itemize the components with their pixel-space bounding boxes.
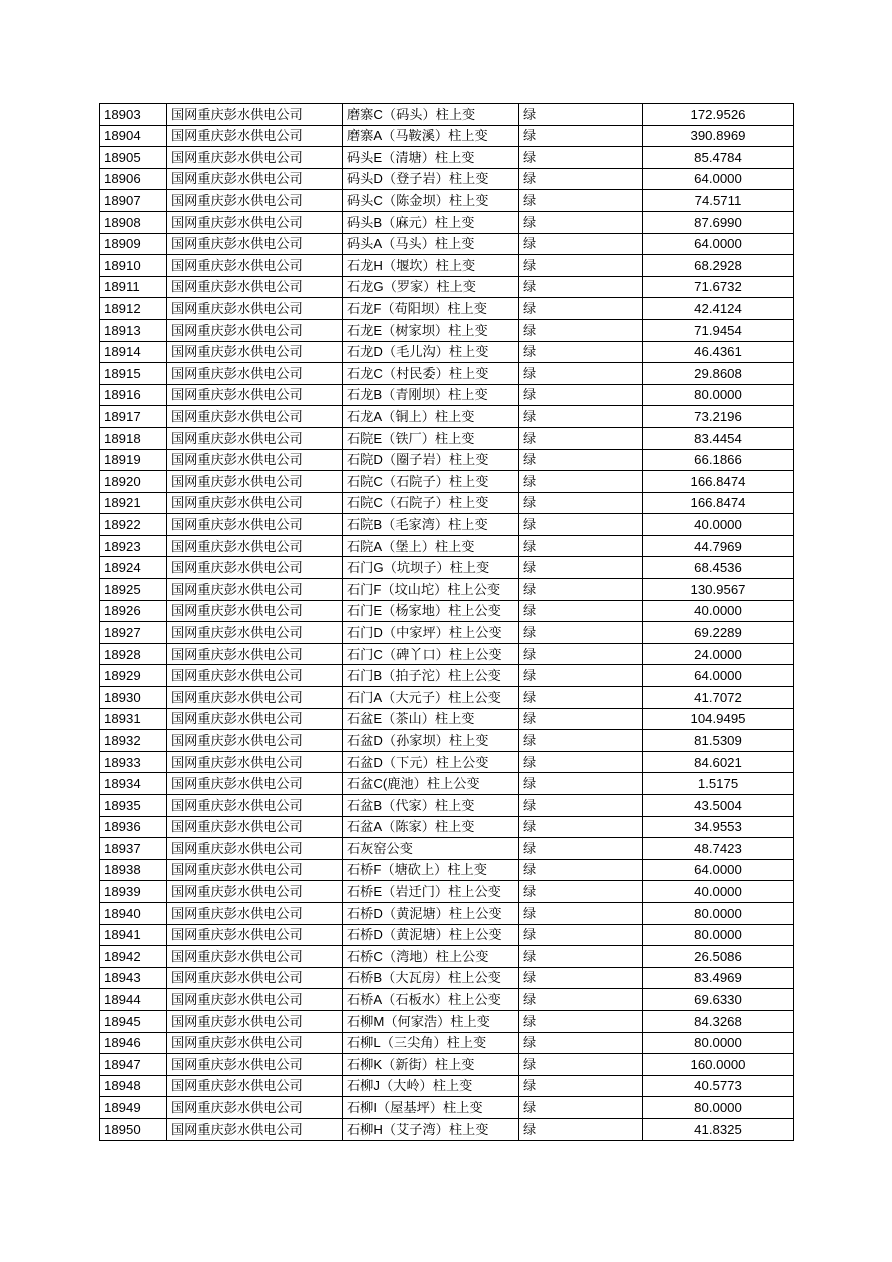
table-cell-device_name: 石灰窑公变 — [343, 838, 519, 860]
table-cell-device_name: 石龙D（毛儿沟）柱上变 — [343, 341, 519, 363]
table-cell-organization: 国网重庆彭水供电公司 — [167, 190, 343, 212]
table-cell-organization: 国网重庆彭水供电公司 — [167, 125, 343, 147]
table-cell-value: 24.0000 — [643, 643, 794, 665]
table-cell-organization: 国网重庆彭水供电公司 — [167, 427, 343, 449]
table-cell-id: 18909 — [100, 233, 167, 255]
table-cell-value: 80.0000 — [643, 384, 794, 406]
table-row — [100, 406, 794, 428]
table-row — [100, 838, 794, 860]
table-row — [100, 1118, 794, 1140]
table-cell-status_color: 绿 — [519, 643, 643, 665]
table-cell-status_color: 绿 — [519, 1054, 643, 1076]
table-cell-device_name: 石门E（杨家地）柱上公变 — [343, 600, 519, 622]
table-cell-status_color: 绿 — [519, 708, 643, 730]
table-cell-organization: 国网重庆彭水供电公司 — [167, 730, 343, 752]
table-cell-status_color: 绿 — [519, 1075, 643, 1097]
table-cell-status_color: 绿 — [519, 816, 643, 838]
table-cell-id: 18905 — [100, 147, 167, 169]
table-cell-status_color: 绿 — [519, 255, 643, 277]
table-cell-status_color: 绿 — [519, 449, 643, 471]
table-cell-value: 85.4784 — [643, 147, 794, 169]
table-cell-organization: 国网重庆彭水供电公司 — [167, 924, 343, 946]
table-cell-id: 18908 — [100, 211, 167, 233]
table-cell-id: 18944 — [100, 989, 167, 1011]
table-row — [100, 1054, 794, 1076]
table-row — [100, 471, 794, 493]
table-cell-device_name: 码头C（陈金坝）柱上变 — [343, 190, 519, 212]
table-row — [100, 341, 794, 363]
table-cell-status_color: 绿 — [519, 514, 643, 536]
table-cell-device_name: 石龙H（堰坎）柱上变 — [343, 255, 519, 277]
table-cell-id: 18927 — [100, 622, 167, 644]
table-cell-id: 18913 — [100, 319, 167, 341]
table-cell-device_name: 石桥C（湾地）柱上公变 — [343, 946, 519, 968]
table-cell-organization: 国网重庆彭水供电公司 — [167, 557, 343, 579]
table-cell-id: 18938 — [100, 859, 167, 881]
table-cell-organization: 国网重庆彭水供电公司 — [167, 341, 343, 363]
table-cell-id: 18904 — [100, 125, 167, 147]
table-cell-id: 18933 — [100, 751, 167, 773]
table-cell-status_color: 绿 — [519, 233, 643, 255]
table-cell-status_color: 绿 — [519, 600, 643, 622]
table-cell-id: 18943 — [100, 967, 167, 989]
table-cell-organization: 国网重庆彭水供电公司 — [167, 492, 343, 514]
table-cell-device_name: 石盆B（代家）柱上变 — [343, 795, 519, 817]
table-cell-device_name: 石院C（石院子）柱上变 — [343, 471, 519, 493]
table-cell-status_color: 绿 — [519, 1010, 643, 1032]
table-cell-id: 18923 — [100, 535, 167, 557]
table-row — [100, 622, 794, 644]
table-cell-device_name: 石盆C(鹿池）柱上公变 — [343, 773, 519, 795]
table-row — [100, 946, 794, 968]
table-cell-status_color: 绿 — [519, 276, 643, 298]
table-row — [100, 1075, 794, 1097]
table-cell-device_name: 石盆D（下元）柱上公变 — [343, 751, 519, 773]
table-cell-value: 40.0000 — [643, 514, 794, 536]
table-cell-organization: 国网重庆彭水供电公司 — [167, 795, 343, 817]
table-cell-id: 18910 — [100, 255, 167, 277]
table-cell-value: 41.7072 — [643, 687, 794, 709]
table-row — [100, 795, 794, 817]
table-cell-value: 80.0000 — [643, 902, 794, 924]
table-cell-organization: 国网重庆彭水供电公司 — [167, 535, 343, 557]
table-cell-organization: 国网重庆彭水供电公司 — [167, 989, 343, 1011]
table-row — [100, 881, 794, 903]
table-cell-device_name: 石盆E（茶山）柱上变 — [343, 708, 519, 730]
table-cell-status_color: 绿 — [519, 147, 643, 169]
table-row — [100, 363, 794, 385]
table-row — [100, 1032, 794, 1054]
table-row — [100, 514, 794, 536]
table-cell-device_name: 石桥D（黄泥塘）柱上公变 — [343, 924, 519, 946]
table-row — [100, 643, 794, 665]
table-cell-id: 18950 — [100, 1118, 167, 1140]
table-cell-device_name: 码头D（登子岩）柱上变 — [343, 168, 519, 190]
table-cell-value: 64.0000 — [643, 859, 794, 881]
table-cell-organization: 国网重庆彭水供电公司 — [167, 1075, 343, 1097]
table-cell-organization: 国网重庆彭水供电公司 — [167, 384, 343, 406]
table-cell-value: 43.5004 — [643, 795, 794, 817]
table-row — [100, 1097, 794, 1119]
table-cell-status_color: 绿 — [519, 298, 643, 320]
table-cell-id: 18942 — [100, 946, 167, 968]
table-cell-organization: 国网重庆彭水供电公司 — [167, 859, 343, 881]
table-cell-device_name: 石柳I（屋基坪）柱上变 — [343, 1097, 519, 1119]
table-row — [100, 535, 794, 557]
table-cell-value: 74.5711 — [643, 190, 794, 212]
table-cell-status_color: 绿 — [519, 535, 643, 557]
table-cell-device_name: 石龙A（铜上）柱上变 — [343, 406, 519, 428]
table-cell-id: 18939 — [100, 881, 167, 903]
table-row — [100, 816, 794, 838]
table-cell-id: 18918 — [100, 427, 167, 449]
table-cell-value: 80.0000 — [643, 1032, 794, 1054]
table-cell-value: 84.6021 — [643, 751, 794, 773]
table-cell-organization: 国网重庆彭水供电公司 — [167, 600, 343, 622]
table-cell-status_color: 绿 — [519, 751, 643, 773]
table-row — [100, 255, 794, 277]
table-cell-organization: 国网重庆彭水供电公司 — [167, 902, 343, 924]
table-cell-status_color: 绿 — [519, 859, 643, 881]
table-cell-status_color: 绿 — [519, 1097, 643, 1119]
table-cell-value: 166.8474 — [643, 471, 794, 493]
table-cell-organization: 国网重庆彭水供电公司 — [167, 751, 343, 773]
table-cell-status_color: 绿 — [519, 924, 643, 946]
table-cell-organization: 国网重庆彭水供电公司 — [167, 687, 343, 709]
table-cell-id: 18929 — [100, 665, 167, 687]
table-cell-id: 18925 — [100, 579, 167, 601]
table-cell-organization: 国网重庆彭水供电公司 — [167, 298, 343, 320]
table-cell-device_name: 石桥A（石板水）柱上公变 — [343, 989, 519, 1011]
table-row — [100, 168, 794, 190]
table-cell-organization: 国网重庆彭水供电公司 — [167, 211, 343, 233]
table-cell-organization: 国网重庆彭水供电公司 — [167, 881, 343, 903]
table-cell-organization: 国网重庆彭水供电公司 — [167, 665, 343, 687]
table-row — [100, 708, 794, 730]
table-row — [100, 190, 794, 212]
table-cell-status_color: 绿 — [519, 557, 643, 579]
table-cell-device_name: 磨寨C（码头）柱上变 — [343, 104, 519, 126]
table-cell-device_name: 石门A（大元子）柱上公变 — [343, 687, 519, 709]
table-cell-value: 80.0000 — [643, 1097, 794, 1119]
table-row — [100, 600, 794, 622]
table-cell-device_name: 石院D（圈子岩）柱上变 — [343, 449, 519, 471]
table-cell-status_color: 绿 — [519, 104, 643, 126]
table-cell-device_name: 石柳L（三尖角）柱上变 — [343, 1032, 519, 1054]
table-row — [100, 924, 794, 946]
table-cell-value: 41.8325 — [643, 1118, 794, 1140]
table-cell-device_name: 石门B（拍子沱）柱上公变 — [343, 665, 519, 687]
table-row — [100, 687, 794, 709]
table-cell-value: 42.4124 — [643, 298, 794, 320]
table-row — [100, 967, 794, 989]
table-row — [100, 902, 794, 924]
table-cell-device_name: 石龙B（青刚坝）柱上变 — [343, 384, 519, 406]
table-cell-id: 18919 — [100, 449, 167, 471]
table-cell-status_color: 绿 — [519, 190, 643, 212]
table-cell-device_name: 石桥B（大瓦房）柱上公变 — [343, 967, 519, 989]
table-cell-value: 48.7423 — [643, 838, 794, 860]
table-row — [100, 384, 794, 406]
table-cell-id: 18911 — [100, 276, 167, 298]
table-cell-status_color: 绿 — [519, 384, 643, 406]
table-cell-status_color: 绿 — [519, 471, 643, 493]
table-cell-device_name: 石桥F（塘砍上）柱上变 — [343, 859, 519, 881]
table-cell-organization: 国网重庆彭水供电公司 — [167, 363, 343, 385]
table-row — [100, 125, 794, 147]
table-cell-id: 18920 — [100, 471, 167, 493]
table-cell-organization: 国网重庆彭水供电公司 — [167, 816, 343, 838]
table-cell-value: 68.2928 — [643, 255, 794, 277]
table-cell-organization: 国网重庆彭水供电公司 — [167, 967, 343, 989]
table-cell-status_color: 绿 — [519, 730, 643, 752]
table-row — [100, 730, 794, 752]
table-cell-value: 166.8474 — [643, 492, 794, 514]
table-cell-organization: 国网重庆彭水供电公司 — [167, 449, 343, 471]
table-cell-status_color: 绿 — [519, 168, 643, 190]
table-cell-id: 18928 — [100, 643, 167, 665]
table-row — [100, 211, 794, 233]
table-cell-value: 83.4969 — [643, 967, 794, 989]
table-cell-status_color: 绿 — [519, 902, 643, 924]
table-cell-organization: 国网重庆彭水供电公司 — [167, 1118, 343, 1140]
table-cell-organization: 国网重庆彭水供电公司 — [167, 773, 343, 795]
table-cell-value: 66.1866 — [643, 449, 794, 471]
table-cell-status_color: 绿 — [519, 319, 643, 341]
table-cell-organization: 国网重庆彭水供电公司 — [167, 1097, 343, 1119]
table-cell-status_color: 绿 — [519, 579, 643, 601]
transformer-data-table — [99, 103, 794, 1141]
table-row — [100, 859, 794, 881]
table-cell-device_name: 石门D（中家坪）柱上公变 — [343, 622, 519, 644]
table-cell-value: 71.9454 — [643, 319, 794, 341]
table-cell-id: 18921 — [100, 492, 167, 514]
table-row — [100, 1010, 794, 1032]
table-row — [100, 579, 794, 601]
table-row — [100, 989, 794, 1011]
table-cell-status_color: 绿 — [519, 773, 643, 795]
table-cell-id: 18941 — [100, 924, 167, 946]
table-cell-id: 18916 — [100, 384, 167, 406]
table-cell-device_name: 石门F（坟山坨）柱上公变 — [343, 579, 519, 601]
table-cell-device_name: 磨寨A（马鞍溪）柱上变 — [343, 125, 519, 147]
table-cell-status_color: 绿 — [519, 687, 643, 709]
table-cell-id: 18903 — [100, 104, 167, 126]
table-cell-organization: 国网重庆彭水供电公司 — [167, 643, 343, 665]
table-cell-organization: 国网重庆彭水供电公司 — [167, 514, 343, 536]
table-row — [100, 557, 794, 579]
table-cell-device_name: 石院C（石院子）柱上变 — [343, 492, 519, 514]
table-cell-id: 18924 — [100, 557, 167, 579]
table-cell-value: 26.5086 — [643, 946, 794, 968]
table-cell-id: 18940 — [100, 902, 167, 924]
table-cell-organization: 国网重庆彭水供电公司 — [167, 276, 343, 298]
table-row — [100, 276, 794, 298]
table-cell-value: 81.5309 — [643, 730, 794, 752]
table-cell-status_color: 绿 — [519, 492, 643, 514]
table-cell-value: 390.8969 — [643, 125, 794, 147]
table-cell-device_name: 石龙G（罗家）柱上变 — [343, 276, 519, 298]
table-row — [100, 319, 794, 341]
table-cell-status_color: 绿 — [519, 125, 643, 147]
table-row — [100, 233, 794, 255]
table-cell-id: 18945 — [100, 1010, 167, 1032]
table-cell-organization: 国网重庆彭水供电公司 — [167, 319, 343, 341]
table-cell-status_color: 绿 — [519, 795, 643, 817]
table-cell-device_name: 码头B（麻元）柱上变 — [343, 211, 519, 233]
table-cell-value: 73.2196 — [643, 406, 794, 428]
table-cell-id: 18931 — [100, 708, 167, 730]
table-cell-device_name: 石柳M（何家浩）柱上变 — [343, 1010, 519, 1032]
table-cell-value: 34.9553 — [643, 816, 794, 838]
table-cell-value: 71.6732 — [643, 276, 794, 298]
table-cell-device_name: 石院E（铁厂）柱上变 — [343, 427, 519, 449]
table-cell-organization: 国网重庆彭水供电公司 — [167, 579, 343, 601]
table-cell-value: 84.3268 — [643, 1010, 794, 1032]
table-cell-id: 18914 — [100, 341, 167, 363]
table-cell-value: 40.0000 — [643, 600, 794, 622]
table-cell-id: 18922 — [100, 514, 167, 536]
table-cell-id: 18949 — [100, 1097, 167, 1119]
table-cell-value: 64.0000 — [643, 233, 794, 255]
table-cell-status_color: 绿 — [519, 881, 643, 903]
table-cell-id: 18937 — [100, 838, 167, 860]
table-cell-id: 18907 — [100, 190, 167, 212]
table-cell-device_name: 石柳K（新街）柱上变 — [343, 1054, 519, 1076]
table-cell-organization: 国网重庆彭水供电公司 — [167, 147, 343, 169]
table-row — [100, 449, 794, 471]
table-cell-device_name: 石龙F（苟阳坝）柱上变 — [343, 298, 519, 320]
table-cell-device_name: 石龙C（村民委）柱上变 — [343, 363, 519, 385]
table-cell-value: 160.0000 — [643, 1054, 794, 1076]
table-cell-status_color: 绿 — [519, 838, 643, 860]
table-cell-id: 18915 — [100, 363, 167, 385]
table-cell-value: 1.5175 — [643, 773, 794, 795]
table-container — [99, 103, 793, 1141]
table-cell-device_name: 石桥D（黄泥塘）柱上公变 — [343, 902, 519, 924]
table-cell-value: 29.8608 — [643, 363, 794, 385]
table-cell-id: 18917 — [100, 406, 167, 428]
table-cell-organization: 国网重庆彭水供电公司 — [167, 946, 343, 968]
table-cell-value: 69.2289 — [643, 622, 794, 644]
table-row — [100, 104, 794, 126]
table-cell-organization: 国网重庆彭水供电公司 — [167, 1032, 343, 1054]
table-cell-device_name: 石盆A（陈家）柱上变 — [343, 816, 519, 838]
table-cell-organization: 国网重庆彭水供电公司 — [167, 622, 343, 644]
table-cell-device_name: 石柳H（艾子湾）柱上变 — [343, 1118, 519, 1140]
table-cell-organization: 国网重庆彭水供电公司 — [167, 1010, 343, 1032]
table-cell-status_color: 绿 — [519, 946, 643, 968]
table-cell-id: 18912 — [100, 298, 167, 320]
table-cell-value: 64.0000 — [643, 168, 794, 190]
table-cell-id: 18935 — [100, 795, 167, 817]
table-cell-value: 64.0000 — [643, 665, 794, 687]
table-row — [100, 492, 794, 514]
table-row — [100, 427, 794, 449]
table-cell-status_color: 绿 — [519, 363, 643, 385]
table-cell-value: 83.4454 — [643, 427, 794, 449]
table-cell-id: 18926 — [100, 600, 167, 622]
table-cell-organization: 国网重庆彭水供电公司 — [167, 255, 343, 277]
table-cell-organization: 国网重庆彭水供电公司 — [167, 406, 343, 428]
table-cell-value: 40.5773 — [643, 1075, 794, 1097]
table-cell-status_color: 绿 — [519, 1032, 643, 1054]
table-cell-status_color: 绿 — [519, 427, 643, 449]
table-cell-value: 80.0000 — [643, 924, 794, 946]
table-cell-device_name: 石柳J（大岭）柱上变 — [343, 1075, 519, 1097]
table-cell-device_name: 石门C（碑丫口）柱上公变 — [343, 643, 519, 665]
table-cell-device_name: 石院A（堡上）柱上变 — [343, 535, 519, 557]
table-cell-value: 104.9495 — [643, 708, 794, 730]
table-cell-value: 44.7969 — [643, 535, 794, 557]
table-row — [100, 751, 794, 773]
table-cell-device_name: 石桥E（岩迁门）柱上公变 — [343, 881, 519, 903]
table-cell-id: 18906 — [100, 168, 167, 190]
table-cell-status_color: 绿 — [519, 1118, 643, 1140]
table-cell-status_color: 绿 — [519, 989, 643, 1011]
table-cell-device_name: 石龙E（树家坝）柱上变 — [343, 319, 519, 341]
table-cell-status_color: 绿 — [519, 211, 643, 233]
table-cell-status_color: 绿 — [519, 622, 643, 644]
table-row — [100, 665, 794, 687]
table-cell-organization: 国网重庆彭水供电公司 — [167, 233, 343, 255]
table-cell-organization: 国网重庆彭水供电公司 — [167, 104, 343, 126]
table-cell-value: 40.0000 — [643, 881, 794, 903]
table-cell-status_color: 绿 — [519, 406, 643, 428]
table-cell-value: 87.6990 — [643, 211, 794, 233]
table-row — [100, 147, 794, 169]
table-cell-id: 18936 — [100, 816, 167, 838]
table-cell-value: 46.4361 — [643, 341, 794, 363]
table-cell-id: 18947 — [100, 1054, 167, 1076]
table-cell-device_name: 石院B（毛家湾）柱上变 — [343, 514, 519, 536]
table-cell-id: 18930 — [100, 687, 167, 709]
table-cell-id: 18934 — [100, 773, 167, 795]
table-cell-value: 130.9567 — [643, 579, 794, 601]
table-cell-organization: 国网重庆彭水供电公司 — [167, 471, 343, 493]
table-cell-device_name: 石盆D（孙家坝）柱上变 — [343, 730, 519, 752]
table-row — [100, 773, 794, 795]
table-cell-organization: 国网重庆彭水供电公司 — [167, 708, 343, 730]
table-cell-device_name: 码头E（清塘）柱上变 — [343, 147, 519, 169]
table-cell-organization: 国网重庆彭水供电公司 — [167, 168, 343, 190]
table-cell-status_color: 绿 — [519, 665, 643, 687]
table-cell-status_color: 绿 — [519, 341, 643, 363]
table-body — [100, 104, 794, 1141]
table-cell-value: 69.6330 — [643, 989, 794, 1011]
table-cell-id: 18932 — [100, 730, 167, 752]
table-cell-status_color: 绿 — [519, 967, 643, 989]
table-cell-device_name: 石门G（坑坝子）柱上变 — [343, 557, 519, 579]
table-cell-value: 172.9526 — [643, 104, 794, 126]
table-cell-id: 18948 — [100, 1075, 167, 1097]
table-row — [100, 298, 794, 320]
table-cell-organization: 国网重庆彭水供电公司 — [167, 838, 343, 860]
table-cell-device_name: 码头A（马头）柱上变 — [343, 233, 519, 255]
table-cell-id: 18946 — [100, 1032, 167, 1054]
table-cell-value: 68.4536 — [643, 557, 794, 579]
table-cell-organization: 国网重庆彭水供电公司 — [167, 1054, 343, 1076]
